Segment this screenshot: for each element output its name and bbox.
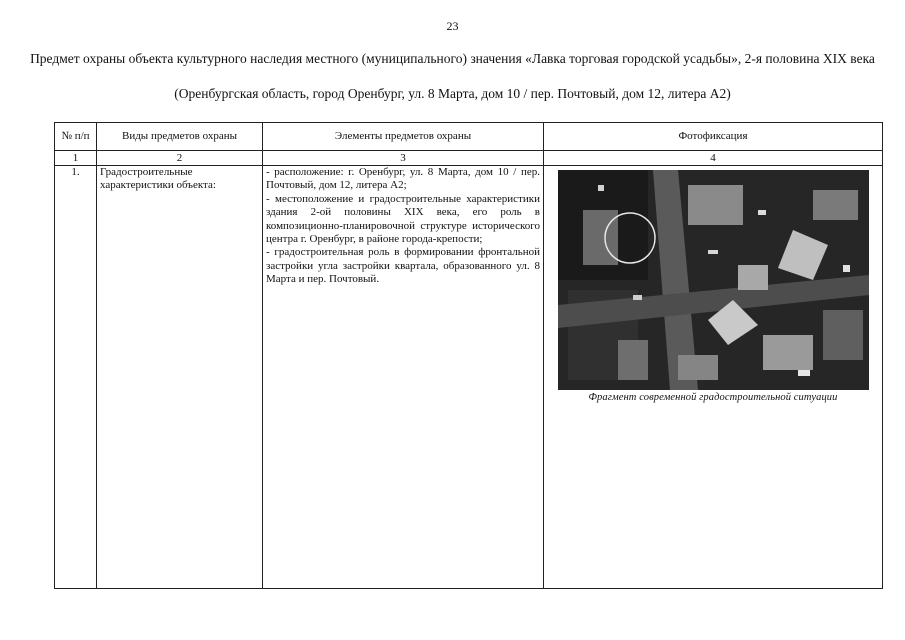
document-title: Предмет охраны объекта культурного наследия местного (муниципального) значения «Лавка торговая городской усадьбы», 2-я половина XIX века xyxy=(30,51,875,66)
photo-cell xyxy=(544,166,883,589)
header-protection-elements: Элементы предметов охраны xyxy=(263,123,544,151)
header-protection-type: Виды предметов охраны xyxy=(97,123,263,151)
column-number: 1 xyxy=(55,151,97,166)
document-subtitle: (Оренбургская область, город Оренбург, ул. 8 Марта, дом 10 / пер. Почтовый, дом 12, литера А2) xyxy=(174,86,731,101)
page-number: 23 xyxy=(446,19,459,33)
column-number: 3 xyxy=(263,151,544,166)
protection-type: Градостроительные характеристики объекта: xyxy=(97,166,263,589)
element-item: - расположение: г. Оренбург, ул. 8 Марта, дом 10 / пер. Почтовый, дом 12, литера А2; xyxy=(266,166,540,192)
table-header-row xyxy=(55,123,883,151)
header-number: № п/п xyxy=(55,123,97,151)
column-number: 2 xyxy=(97,151,263,166)
column-number-row xyxy=(55,151,883,166)
element-item: - местоположение и градостроительные характеристики здания 2-ой половины XIX века, его роль в композиционно-планировочной структуре исторического центра г. Оренбург, в районе города-крепости; xyxy=(266,192,540,246)
aerial-photo xyxy=(558,170,869,390)
photo-caption: Фрагмент современной градостроительной ситуации xyxy=(588,392,838,403)
element-item: - градостроительная роль в формировании фронтальной застройки угла застройки квартала, образованного ул. 8 Марта и пер. Почтовый. xyxy=(266,246,540,286)
protection-table xyxy=(54,122,883,589)
row-number: 1. xyxy=(55,166,97,589)
header-photo: Фотофиксация xyxy=(544,123,883,151)
column-number: 4 xyxy=(544,151,883,166)
protection-elements xyxy=(263,166,544,589)
table-row xyxy=(55,166,883,589)
